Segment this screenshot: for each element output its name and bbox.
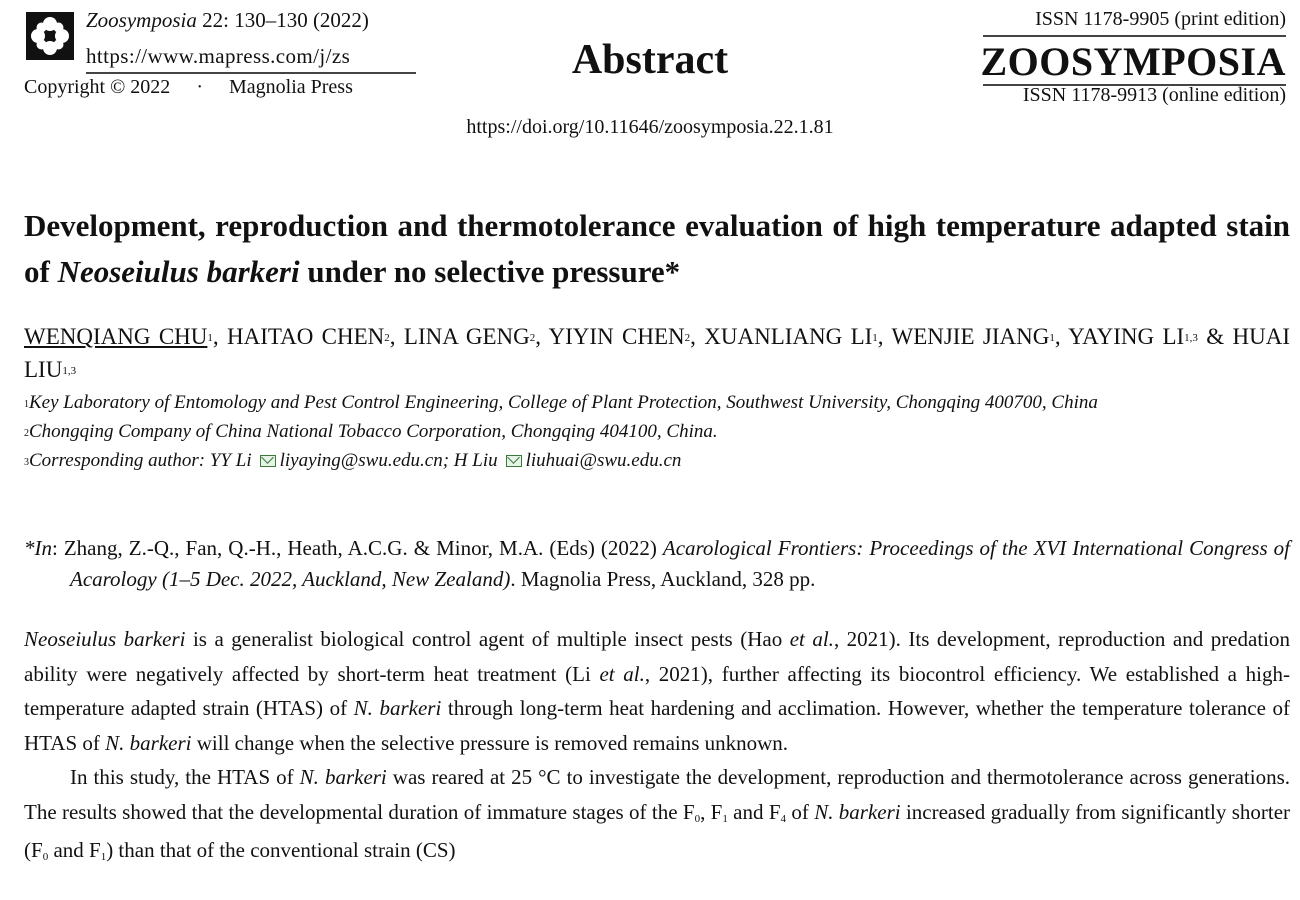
author-separator: , <box>389 324 404 349</box>
author-separator: , <box>212 324 227 349</box>
author-name: WENJIE JIANG <box>891 324 1050 349</box>
journal-title: ZOOSYMPOSIA <box>980 39 1286 84</box>
species-name: N. barkeri <box>105 730 192 755</box>
citation-marker: *In <box>24 536 52 560</box>
author-affiliation-sup: 1,3 <box>62 365 77 377</box>
author-name: HAITAO CHEN <box>227 324 385 349</box>
email-icon <box>506 455 522 467</box>
author-affiliation-sup: 2 <box>384 332 390 344</box>
author-separator: , <box>1054 324 1069 349</box>
section-title: Abstract <box>571 37 729 83</box>
abstract-body <box>24 622 1290 872</box>
author-affiliation-sup: 1,3 <box>1184 332 1198 344</box>
doi-link[interactable]: https://doi.org/10.11646/zoosymposia.22.1.81 <box>466 116 834 138</box>
author-name: YIYIN CHEN <box>548 324 685 349</box>
author-affiliation-sup: 2 <box>684 332 691 344</box>
subscript: 0 <box>42 851 49 863</box>
affiliation-2 <box>24 417 1290 446</box>
text: increased gradually from significantly shorter (F <box>24 799 1291 862</box>
text: ) than that of the conventional strain (CS) <box>106 838 456 862</box>
text: , 2021). Its development, reproduction and predation ability were negatively affected by short-term heat treatment (Li <box>24 627 1290 686</box>
proceedings-citation <box>24 533 1290 595</box>
issn-online: ISSN 1178-9913 (online edition) <box>1022 84 1286 106</box>
et-al: et al. <box>789 627 834 651</box>
affiliation-sup: 2 <box>24 428 29 439</box>
author-name: XUANLIANG LI <box>704 324 873 349</box>
author-separator: , <box>535 324 549 349</box>
text: , 2021), further affecting its biocontrol efficiency. We established a high-temperature adapted strain (HTAS) of <box>24 661 1290 720</box>
corresponding-prefix: Corresponding author: YY Li <box>29 450 252 471</box>
affiliation-sup: 3 <box>24 457 29 468</box>
species-name: N. barkeri <box>299 765 387 789</box>
text: and F <box>727 799 781 824</box>
author-separator: , <box>690 324 705 349</box>
publisher: Magnolia Press <box>228 76 353 98</box>
corresponding-author <box>24 446 1290 475</box>
author-separator: , <box>877 324 892 349</box>
copyright: Copyright © 2022 <box>24 76 171 98</box>
title-species: Neoseiulus barkeri <box>57 254 300 289</box>
et-al: et al. <box>599 661 645 686</box>
citation-tail: . Magnolia Press, Auckland, 328 pp. <box>510 567 816 591</box>
subscript: 1 <box>722 812 728 825</box>
article-title <box>24 203 1290 295</box>
affiliation-text: Chongqing Company of China National Tobacco Corporation, Chongqing 404100, China. <box>29 421 718 442</box>
volume-pages: 22: 130–130 (2022) <box>202 8 369 32</box>
affiliation-sup: 1 <box>24 399 29 410</box>
text: of <box>786 799 815 824</box>
title-part1: Development, reproduction and thermotolerance evaluation of high temperature adapted stain of <box>24 208 1290 289</box>
author-name: LINA GENG <box>403 324 530 349</box>
author-affiliation-sup: 1 <box>1049 332 1055 344</box>
title-part2: under no selective pressure* <box>299 254 681 289</box>
issn-print: ISSN 1178-9905 (print edition) <box>1035 8 1286 30</box>
citation-book-title: Acarological Frontiers: Proceedings of the XVI International Congress of Acarology (1–5 Dec. 2022, Auckland, New Zealand) <box>70 536 1291 591</box>
author-name: HUAI LIU <box>24 324 1291 382</box>
author-affiliation-sup: 1 <box>207 332 213 344</box>
subscript: 0 <box>694 812 701 825</box>
journal-name: Zoosymposia <box>86 8 197 32</box>
email-icon <box>260 455 276 467</box>
email-link-2[interactable]: liuhuai@swu.edu.cn <box>525 450 682 471</box>
author-name: WENQIANG CHU <box>24 324 208 349</box>
corresponding-mid: ; H Liu <box>442 450 498 471</box>
text: and F <box>48 838 101 862</box>
text: was reared at 25 °C to investigate the development, reproduction and thermotolerance across generations. The results showed that the developmental duration of immature stages of the F <box>24 765 1291 824</box>
separator-dot: · <box>196 76 203 98</box>
text: , F <box>700 799 723 824</box>
text: is a generalist biological control agent of multiple insect pests (Hao <box>185 627 790 651</box>
abstract-paragraph-2 <box>24 760 1290 872</box>
species-name: N. barkeri <box>353 696 442 720</box>
article-header <box>0 0 1300 150</box>
author-name: YAYING LI <box>1068 324 1185 349</box>
author-affiliation-sup: 2 <box>529 332 536 344</box>
affiliation-1 <box>24 388 1290 417</box>
email-link-1[interactable]: liyaying@swu.edu.cn <box>279 450 443 471</box>
journal-url-link[interactable]: https://www.mapress.com/j/zs <box>86 44 351 68</box>
journal-volume-line <box>86 8 369 33</box>
abstract-paragraph-1 <box>24 622 1290 760</box>
text: will change when the selective pressure is removed remains unknown. <box>191 730 789 755</box>
author-list <box>24 320 1290 386</box>
affiliations <box>24 388 1290 475</box>
author-affiliation-sup: 1 <box>872 332 878 344</box>
header-rule-right-top <box>983 35 1286 37</box>
species-name: Neoseiulus barkeri <box>24 627 186 651</box>
author-separator: & <box>1197 324 1233 349</box>
subscript: 1 <box>100 851 107 863</box>
subscript: 4 <box>780 812 787 825</box>
text: In this study, the HTAS of <box>70 765 300 789</box>
species-name: N. barkeri <box>814 799 901 824</box>
text: through long-term heat hardening and acclimation. However, whether the temperature tolerance of HTAS of <box>24 696 1290 755</box>
citation-lead: : Zhang, Z.-Q., Fan, Q.-H., Heath, A.C.G. & Minor, M.A. (Eds) (2022) <box>52 536 663 560</box>
affiliation-text: Key Laboratory of Entomology and Pest Control Engineering, College of Plant Protection, Southwest University, Chongqing 400700, China <box>29 392 1098 413</box>
